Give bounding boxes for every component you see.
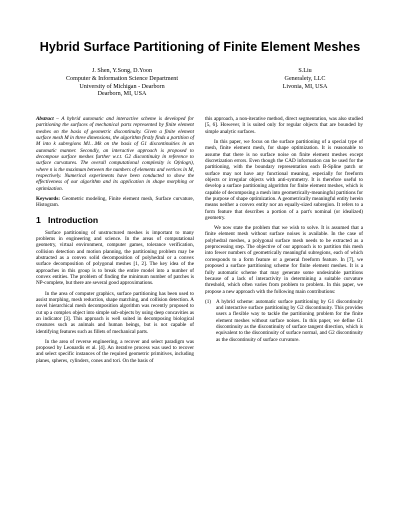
paragraph: this approach, a non-iterative method, direct segmentation, was also studied [5, 6]. However, it is suited only for regular objects that are bounded by simple analytic surfaces. (205, 116, 363, 135)
section-title: Introduction (47, 214, 99, 225)
left-column (36, 116, 194, 368)
keywords (36, 196, 194, 209)
author-affiliation: University of Michigan - Dearborn (79, 83, 165, 90)
author-city: Livonia, MI, USA (282, 83, 328, 90)
author-names: J. Shen, Y.Song, D.Yoon (92, 68, 152, 74)
author-group-left (52, 68, 192, 99)
author-affiliation: Generalety, LLC (284, 75, 326, 82)
author-block (0, 68, 400, 108)
author-group-right (245, 68, 365, 91)
paragraph: In this paper, we focus on the surface partitioning of a special type of mesh, finite element mesh, for shape optimization. It is reasonable to assume that there is no surface noise on finite element meshes except discretization errors. Even though the CAD information can be used for the partitioning, with the boundary representation each B-Spline patch or surface may not have any functional meaning, especially for freeform objects or irregular objects with anti-symmetry. It is therefore useful to develop a surface partitioning algorithm for finite element meshes, which is capable of decomposing a mesh into geometrically-meaningful partitions for the purpose of shape optimization. A geometrically meaningful entity herein means neither a convex entity nor an equally-sized subregion. It refers to a form feature that describes a portion of a part's nominal (or idealized) geometry. (205, 138, 363, 221)
paper-title: Hybrid Surface Partitioning of Finite Element Meshes (39, 40, 361, 54)
section-number: 1 (36, 214, 41, 225)
list-item-number: (1) (205, 298, 211, 305)
abstract-text: – A hybrid automatic and interactive scheme is developed for partitioning the surfaces of mechanical parts represented by finite element meshes on the basis of geometric discontinuity. Given a finite element surface mesh M in three dimensions, the algorithm firstly finds a partition of M into k subregions M1…Mk on the basis of G1 discontinuities in an automatic manner. Secondly, an interactive approach is proposed to decompose surface meshes further w.r.t. G2 discontinuity in reference to surface curvatures. The overall computational complexity is O(nlogn), where n is the maximum between the numbers of elements and vertices in M, respectively. Numerical experiments have been conducted to show the effectiveness of our algorithm and its application in shape morphing or optimization. (36, 116, 194, 192)
paragraph: In the area of computer graphics, surface partitioning has been used to assist morphing, mesh reduction, shape matching, and collision detection. A novel hierarchical mesh decomposition algorithm was recently proposed to cut up a complex object into simple sub-objects by using deep concavities as an indicator [3]. This approach is well suited in decomposing biological creatures such as animals and human beings, but is not capable of identifying features such as fillets of mechanical parts. (36, 290, 194, 335)
keywords-text: Geometric modeling, Finite element mesh, Surface curvature, Histogram. (36, 195, 194, 209)
keywords-label: Keywords: (36, 195, 60, 202)
author-city: Dearborn, MI, USA (97, 91, 147, 98)
paragraph: Surface partitioning of unstructured meshes is important to many problems in engineering and science. In the areas of computational geometry, virtual environment, computer games, tolerance verification, collision detection and motion planning, the partitioning problem may be abstracted as a convex solid decomposition of polyhedral or a convex surface decomposition of polygonal meshes [1, 2]. The key idea of the approaches in this group is to break the entire model into a number of convex entities. The problem of finding the minimum number of patches is NP-complete, but there are several good approximations. (36, 229, 194, 287)
list-item (205, 299, 363, 343)
paragraph: In the area of reverse engineering, a recover and select paradigm was proposed by Leonardis et al. [4]. An iterative process was used to recover and select specific instances of the required geometric primitives, including planes, spheres, cylinders, cones and tori. On the basis of (36, 338, 194, 364)
contribution-list (205, 299, 363, 343)
abstract-label: Abstract (36, 116, 54, 122)
author-affiliation: Computer & Information Science Department (65, 75, 179, 82)
paragraph: We now state the problem that we wish to solve. It is assumed that a finite element mesh without surface noises is available. In the case of polyhedral meshes, a polygonal surface mesh needs to be extracted as a preprocessing step. The objective of our approach is to partition this mesh into fewer numbers of geometrically meaningful subregions, each of which corresponds to a form feature or a general freeform feature. In [7], we proposed a surface partitioning scheme for finite element meshes. It is a fully automatic scheme that may generate some undesirable partitions because of a lack of interactivity in determining a suitable curvature threshold, which often varies from problem to problem. In this paper, we propose a new approach with the following main contributions: (205, 225, 363, 295)
section-heading (36, 215, 194, 225)
author-names: S.Liu (298, 68, 312, 74)
abstract (36, 116, 194, 192)
list-item-text: A hybrid scheme: automatic surface partitioning by G1 discontinuity and interactive surface partitioning by G2 discontinuity. This provides users a flexible way to tackle the partitioning problem for the finite element meshes without surface noises. In this paper, we define G1 discontinuity as the discontinuity of surface tangent direction, which is equivalent to the discontinuity of surface normal, and G2 discontinuity as the discontinuity of surface curvature. (216, 298, 363, 343)
right-column (205, 116, 363, 346)
